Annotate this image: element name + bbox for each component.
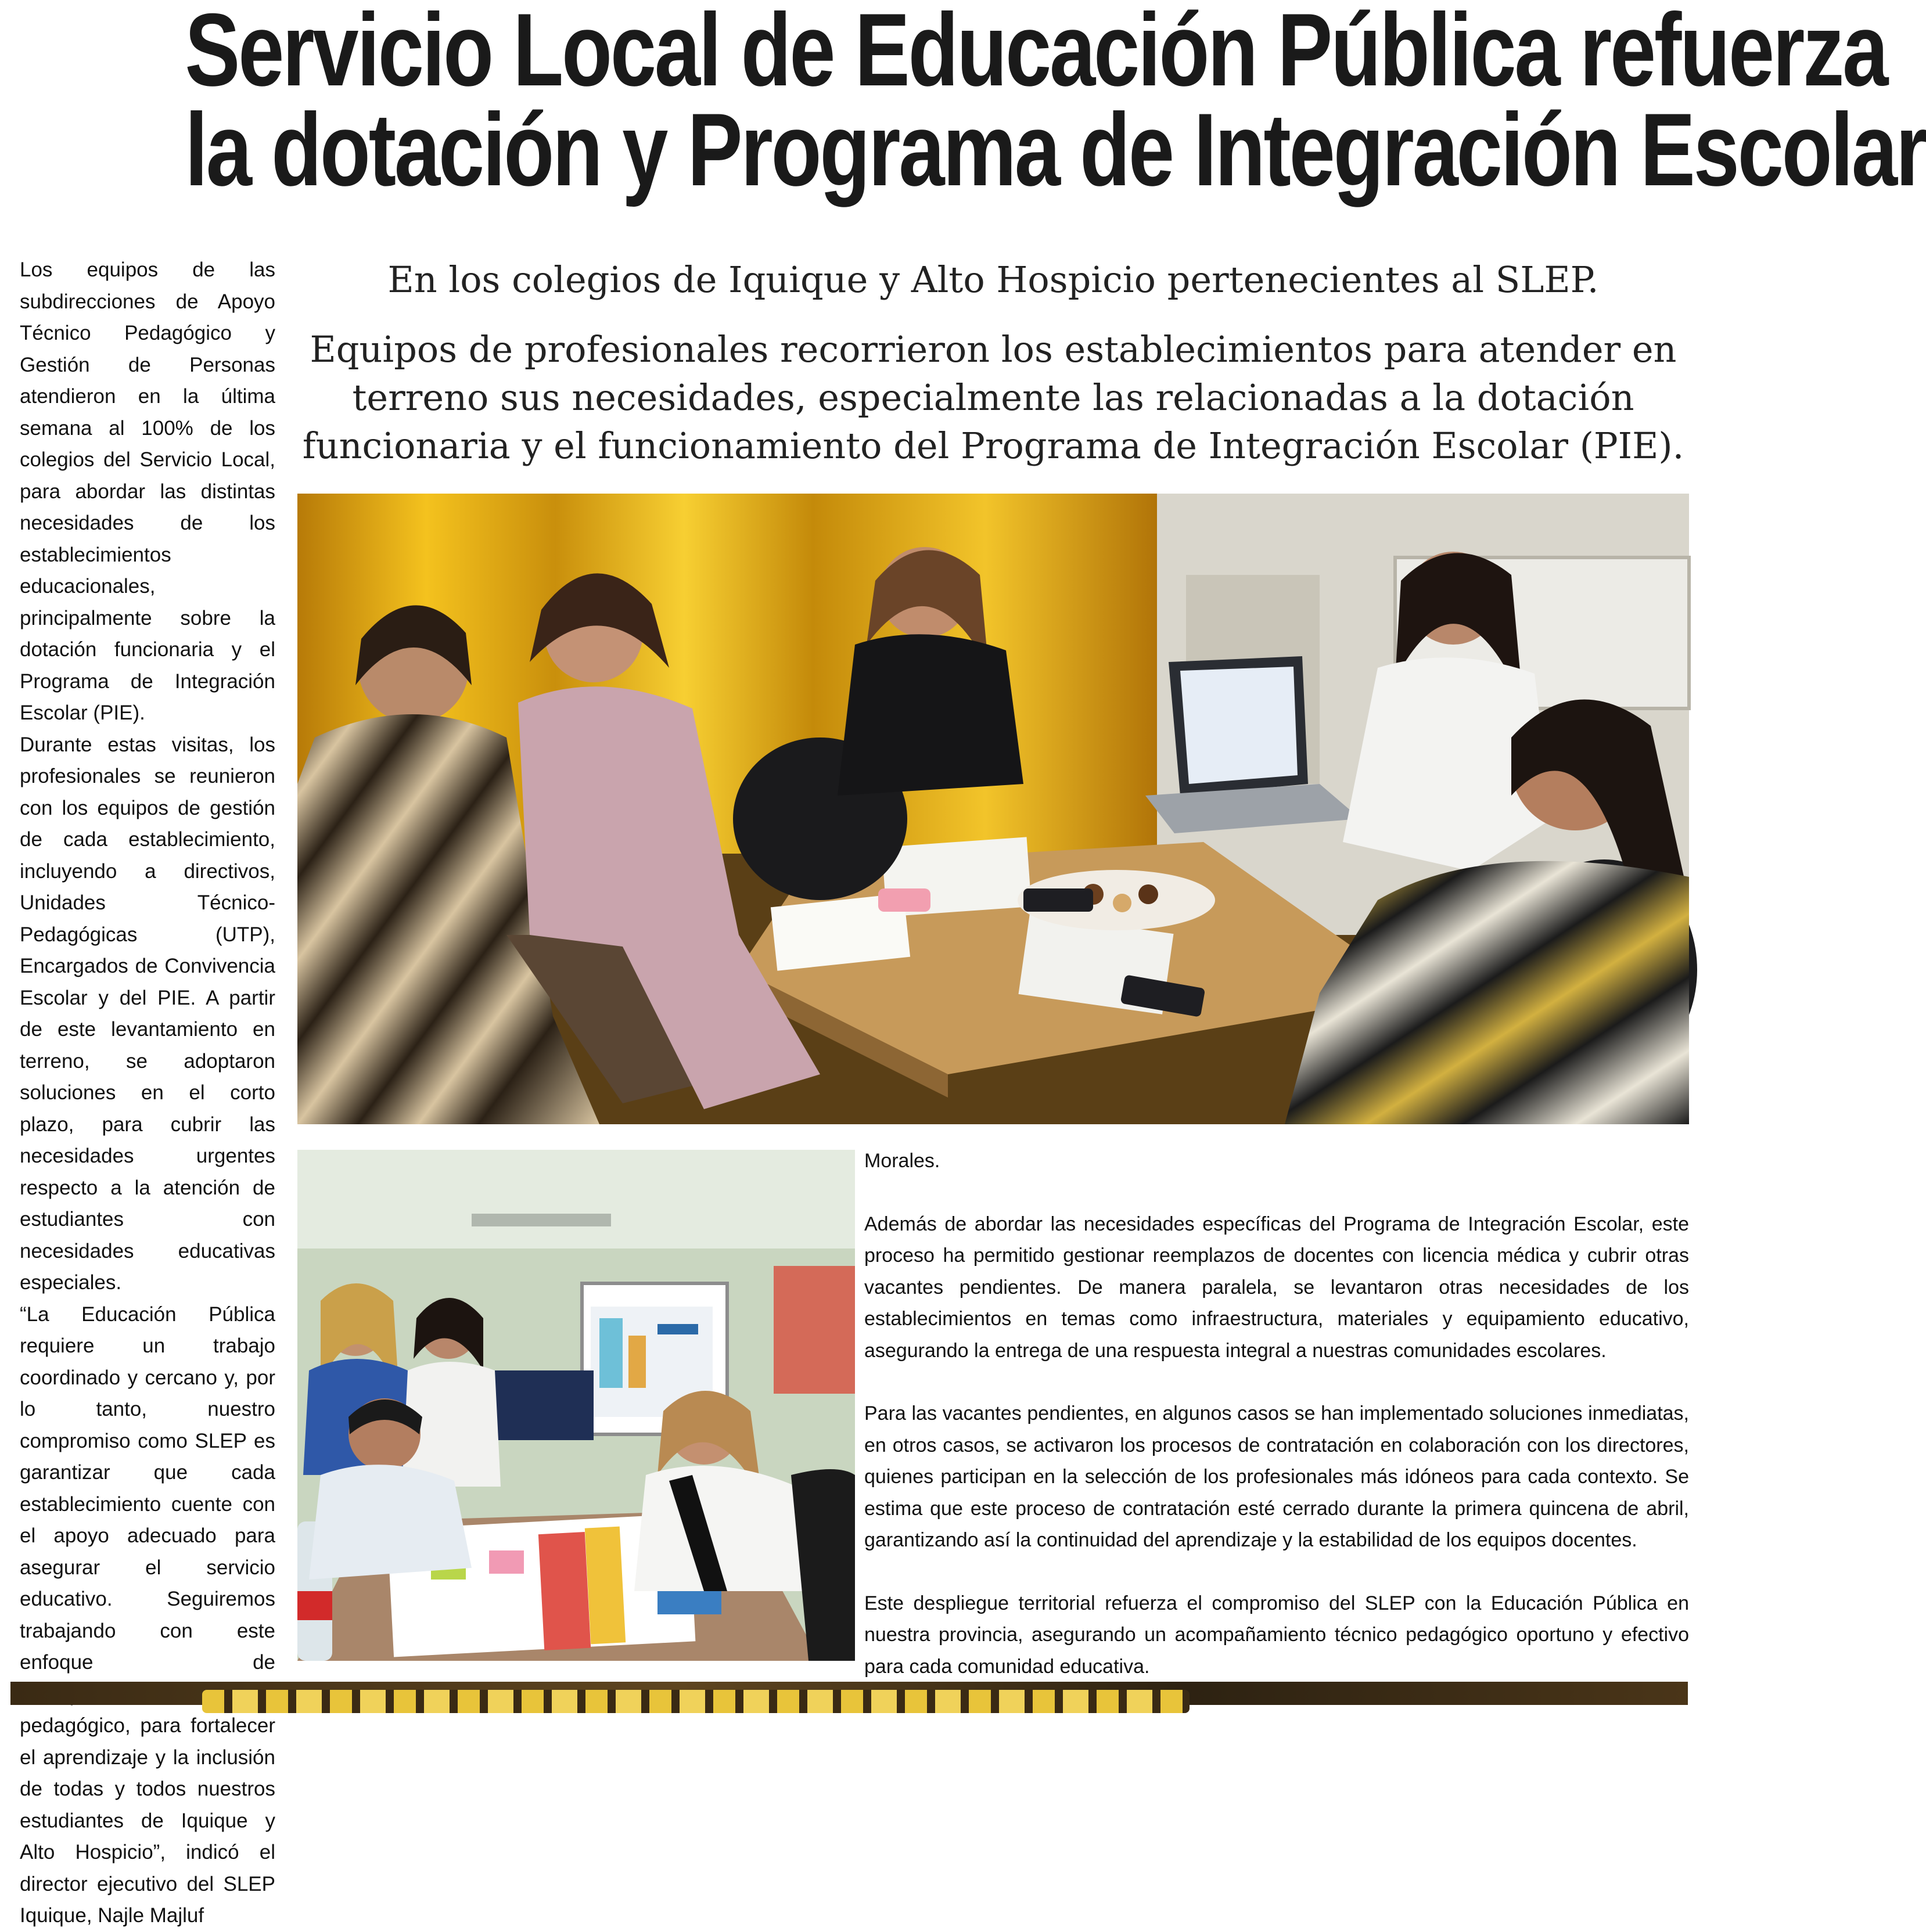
headline-line-1: Servicio Local de Educación Pública refuerza bbox=[185, 0, 1887, 107]
workshop-photo-illustration bbox=[297, 1150, 855, 1661]
left-paragraph-2: Durante estas visitas, los profesionales se reunieron con los equipos de gestión de cada establecimiento, incluyendo a directivos, Unidades Técnico-Pedagógicas (UTP), Encargados de Convivencia Escolar y del PIE. A partir de este levantamiento en terreno, se adoptaron soluciones en el corto plazo, para cubrir las necesidades urgentes respecto a la atención de estudiantes con necesidades educativas especiales. bbox=[20, 733, 275, 1294]
workshop-photo bbox=[297, 1150, 855, 1661]
subhead-line-2: Equipos de profesionales recorrieron los establecimientos para atender en terreno sus necesidades, especialmente las relacionadas a la dotación funcionaria y el funcionamiento del Programa de Integración Escolar (PIE). bbox=[302, 328, 1684, 467]
right-paragraph-continuation: Morales. bbox=[864, 1150, 940, 1172]
subhead-line-1: En los colegios de Iquique y Alto Hospicio pertenecientes al SLEP. bbox=[387, 258, 1599, 301]
right-column-text bbox=[864, 1145, 1689, 1714]
left-paragraph-1: Los equipos de las subdirecciones de Apoyo Técnico Pedagógico y Gestión de Personas atendieron en la última semana al 100% de los colegios del Servicio Local, para abordar las distintas necesidades de los establecimientos educacionales, principalmente sobre la dotación funcionaria y el Programa de Integración Escolar (PIE). bbox=[20, 258, 275, 724]
subheadline bbox=[302, 256, 1684, 470]
bottom-advertisement-strip bbox=[10, 1682, 1688, 1705]
headline bbox=[185, 0, 1926, 207]
advertisement-lettering bbox=[202, 1690, 1190, 1713]
right-paragraph-1: Además de abordar las necesidades específicas del Programa de Integración Escolar, este proceso ha permitido gestionar reemplazos de docentes con licencia médica y cubrir otras vacantes pendientes. De manera paralela, se levantaron otras necesidades de los establecimientos en temas como infraestructura, materiales y equipamiento educativo, asegurando la entrega de una respuesta integral a nuestras comunidades escolares. bbox=[864, 1213, 1689, 1362]
headline-line-2: la dotación y Programa de Integración Escolar bbox=[185, 92, 1926, 207]
left-paragraph-3: “La Educación Pública requiere un trabajo coordinado y cercano y, por lo tanto, nuestro compromiso como SLEP es garantizar que cada establecimiento cuente con el apoyo adecuado para asegurar el servicio educativo. Seguiremos trabajando con este enfoque de pedagógico, para fortalecer el aprendizaje y la inclusión de todas y todos nuestros estudiantes de Iquique y Alto Hospicio”, indicó el director ejecutivo del SLEP Iquique, Najle Majluf bbox=[20, 1303, 275, 1927]
right-paragraph-3: Este despliegue territorial refuerza el compromiso del SLEP con la Educación Pública en nuestra provincia, asegurando un acompañamiento técnico pedagógico oportuno y efectivo para cada comunidad educativa. bbox=[864, 1592, 1689, 1678]
meeting-photo-illustration bbox=[297, 494, 1689, 1124]
left-column-text bbox=[20, 254, 275, 1932]
right-paragraph-2: Para las vacantes pendientes, en algunos casos se han implementado soluciones inmediatas, en otros casos, se activaron los procesos de contratación en colaboración con los directores, quienes participan en la selección de los profesionales más idóneos para cada contexto. Se estima que este proceso de contratación esté cerrado durante la primera quincena de abril, garantizando así la continuidad del aprendizaje y la estabilidad de los equipos docentes. bbox=[864, 1402, 1689, 1551]
main-meeting-photo bbox=[297, 494, 1689, 1124]
